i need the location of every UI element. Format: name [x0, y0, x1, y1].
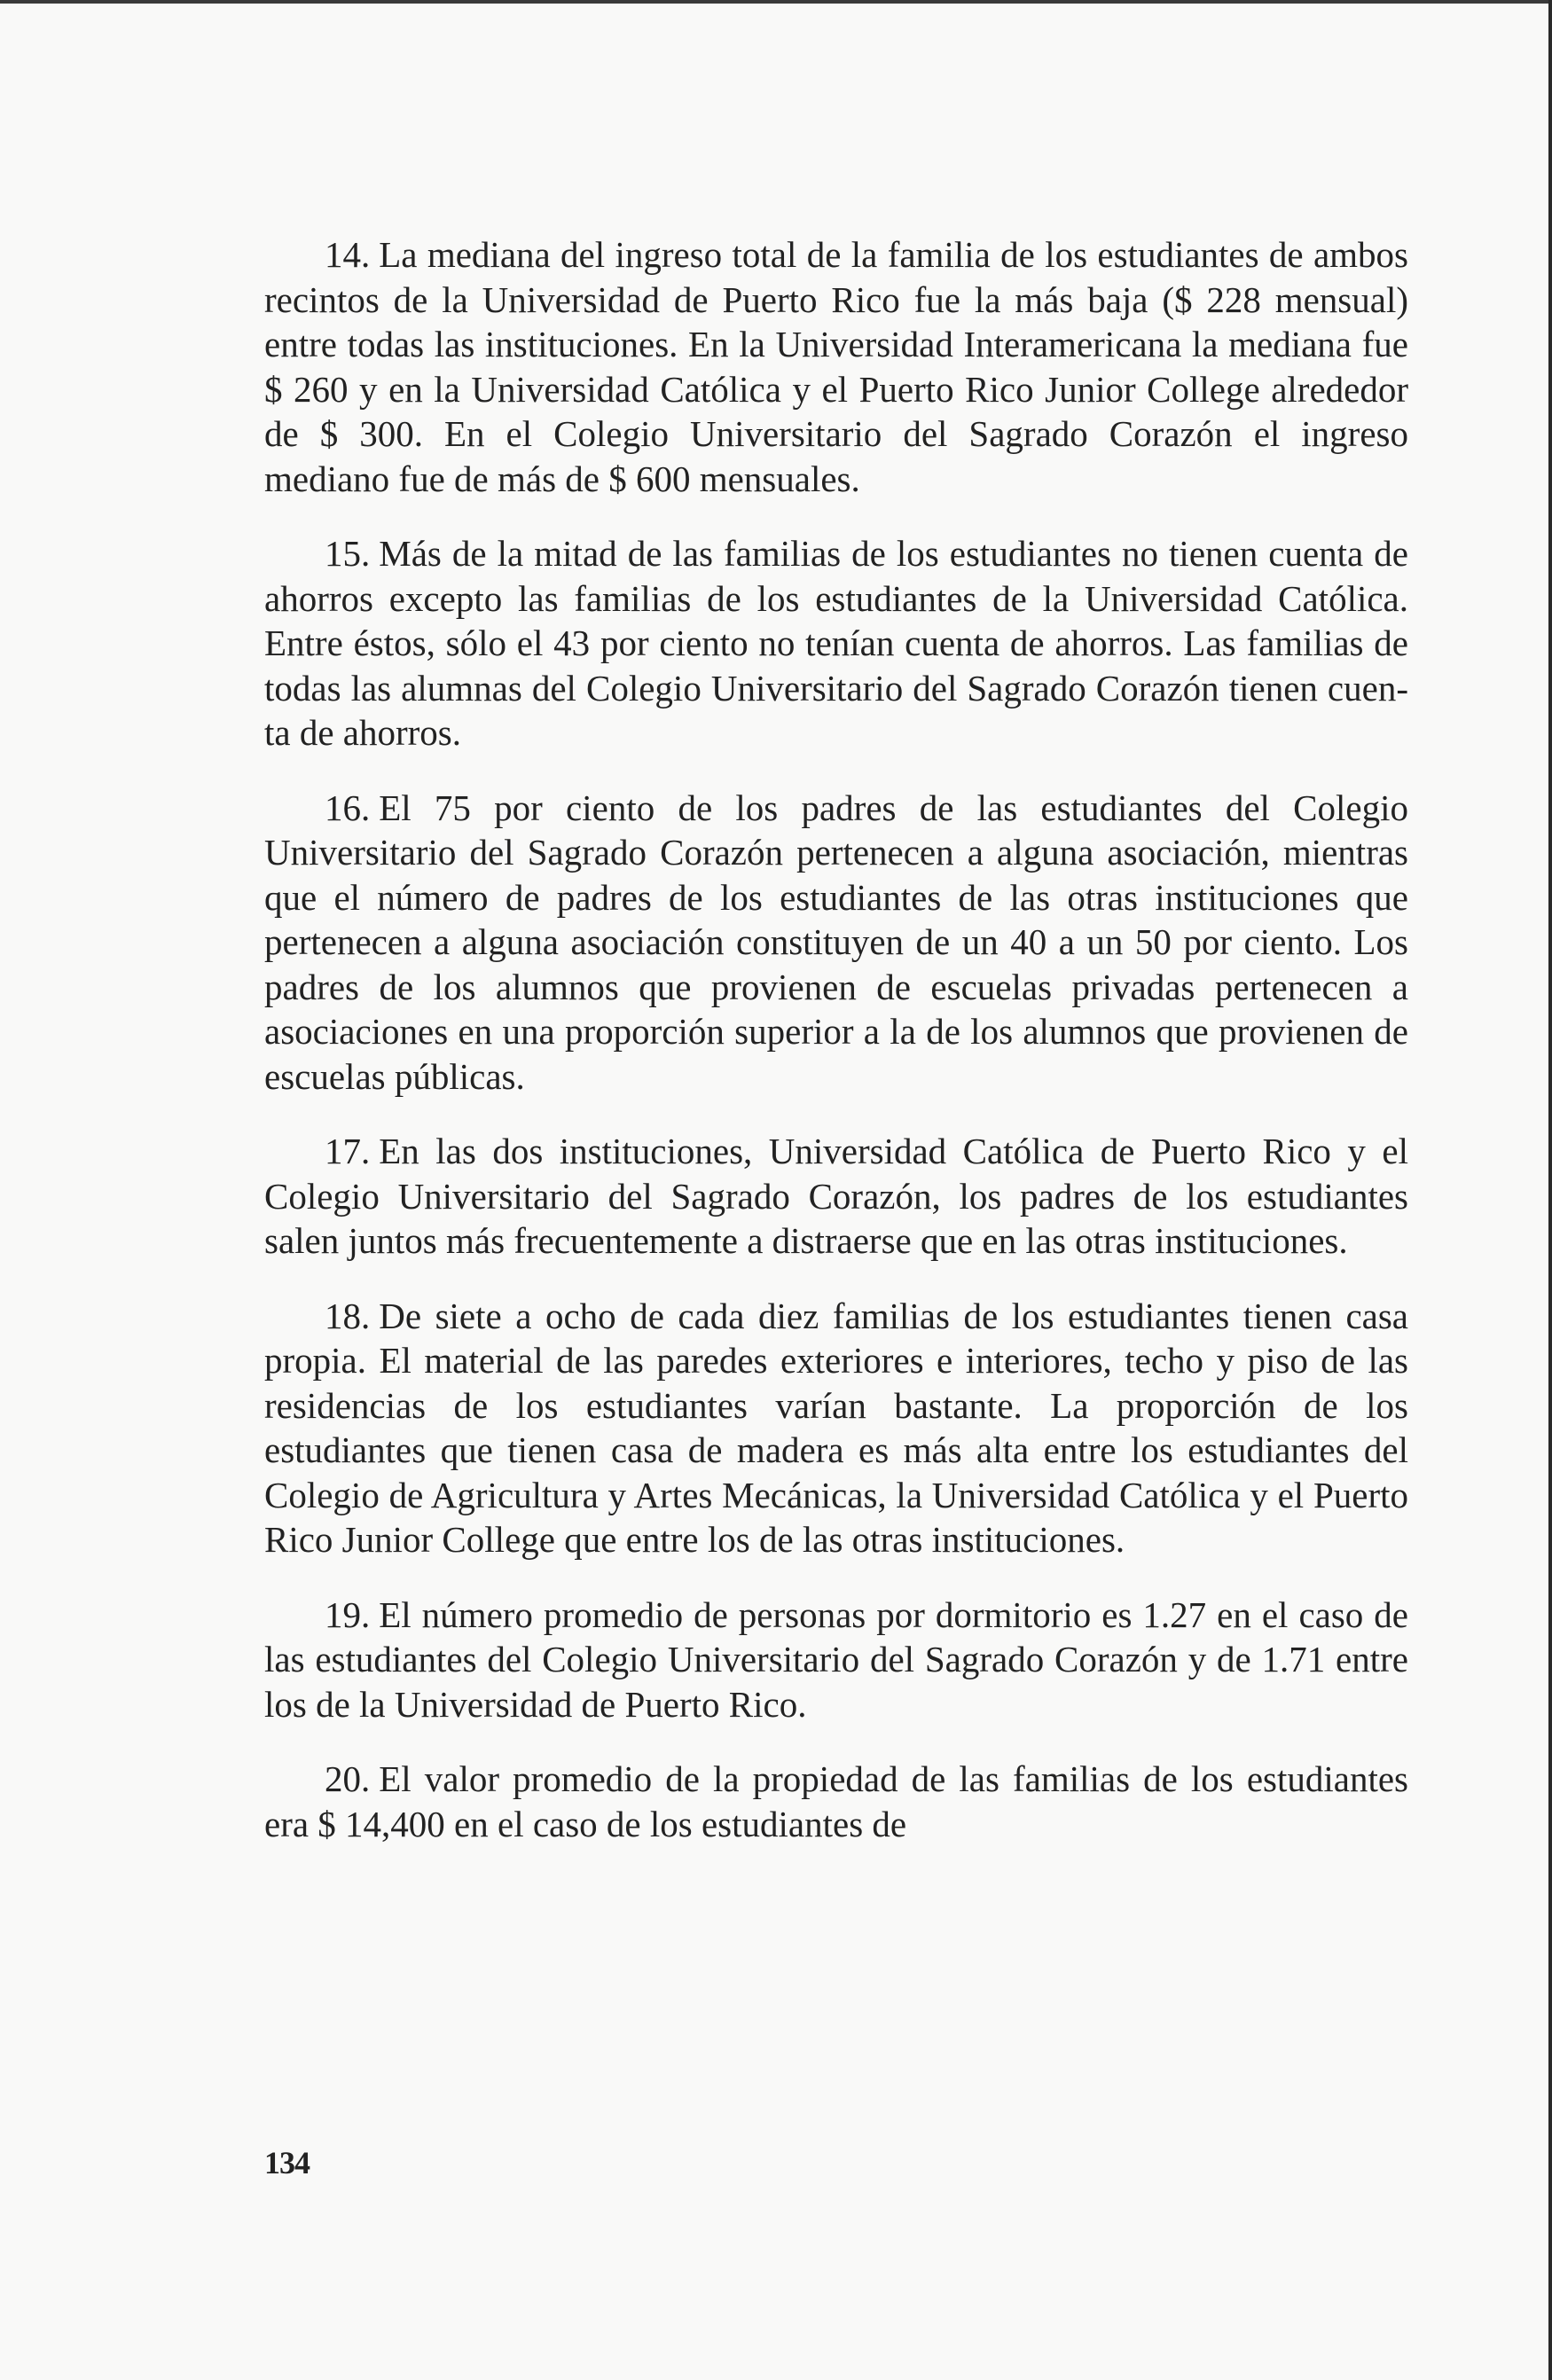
paragraph-number: 19. [325, 1593, 371, 1635]
paragraph-18 [264, 1294, 1408, 1562]
paragraph-15 [264, 531, 1408, 755]
paragraph-text: Más de la mitad de las familias de los estudiantes no tienen cuenta de ahorros excepto las familias de los estudiantes de la Universidad Católica. Entre éstos, sólo el 43 por ciento no tenían cuenta de ahorros. Las familias de todas las alumnas del Colegio Universitario del Sagrado Corazón tienen cuenta de ahorros. [264, 533, 1408, 753]
paragraph-number: 15. [325, 533, 371, 574]
paragraph-number: 16. [325, 787, 371, 828]
paragraph-number: 18. [325, 1295, 371, 1336]
paragraph-17 [264, 1129, 1408, 1264]
paragraph-14 [264, 232, 1408, 501]
paragraph-16 [264, 786, 1408, 1100]
scan-edge-top [0, 0, 1552, 4]
paragraph-text: El número promedio de personas por dormitorio es 1.27 en el caso de las estudiantes del Colegio Universitario del Sagrado Corazón y de 1.71 entre los de la Universidad de Puerto Rico. [264, 1593, 1408, 1725]
paragraph-number: 14. [325, 234, 371, 275]
paragraph-text: El 75 por ciento de los padres de las estudiantes del Colegio Universitario del Sagrado Corazón pertenecen a alguna asociación, mientras que el número de padres de los estudiantes de las otras instituciones que pertenecen a alguna asociación constituyen de un 40 a un 50 por ciento. Los padres de los alumnos que provienen de escuelas privadas pertenecen a asociaciones en una proporción superior a la de los alumnos que provienen de escuelas públicas. [264, 787, 1408, 1097]
paragraph-text: En las dos instituciones, Universidad Católica de Puerto Rico y el Colegio Universitario del Sagrado Corazón, los padres de los estudiantes salen juntos más frecuentemente a distraerse que en las otras instituciones. [264, 1131, 1408, 1261]
paragraph-number: 17. [325, 1131, 371, 1171]
body-text [264, 232, 1408, 1876]
paragraph-text: La mediana del ingreso total de la familia de los estudiantes de ambos recintos de la Universidad de Puerto Rico fue la más baja ($ 228 mensual) entre todas las instituciones. En la Universidad Interamericana la mediana fue $ 260 y en la Universidad Católica y el Puerto Rico Junior College alrededor de $ 300. En el Colegio Universitario del Sagrado Corazón el ingreso mediano fue de más de $ 600 mensuales. [264, 234, 1408, 499]
paragraph-text: De siete a ocho de cada diez familias de los estudiantes tienen casa propia. El material de las paredes exteriores e interiores, techo y piso de las residencias de los estudiantes varían bastante. La proporción de los estudiantes que tienen casa de madera es más alta entre los estudiantes del Colegio de Agricultura y Artes Mecánicas, la Universidad Católica y el Puerto Rico Junior College que entre los de las otras instituciones. [264, 1295, 1408, 1560]
page-number: 134 [264, 2145, 310, 2180]
paragraph-text: El valor promedio de la propiedad de las familias de los estudiantes era $ 14,400 en el caso de los estudiantes de [264, 1758, 1408, 1844]
paragraph-20 [264, 1757, 1408, 1846]
paragraph-19 [264, 1593, 1408, 1727]
scan-edge-right [1548, 0, 1552, 2380]
paragraph-number: 20. [325, 1758, 371, 1799]
